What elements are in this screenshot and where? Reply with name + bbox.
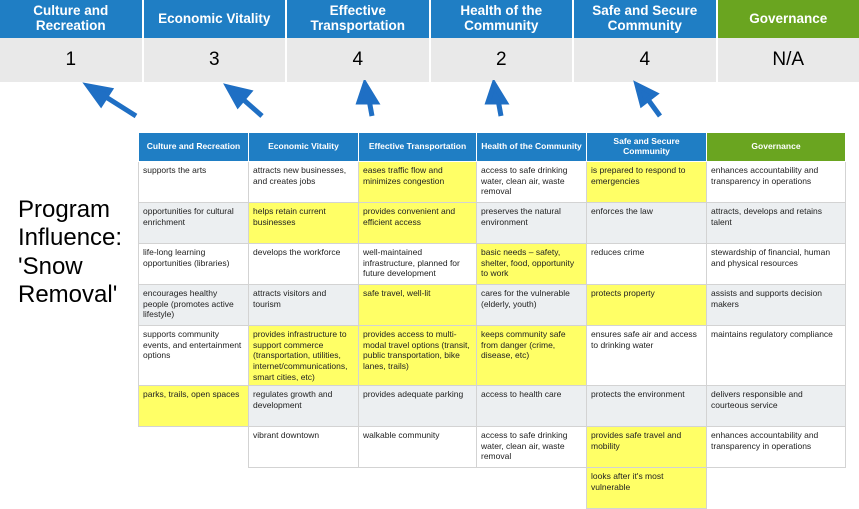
summary-header-safe: Safe and Secure Community [574,0,718,38]
matrix-cell: cares for the vulnerable (elderly, youth) [477,285,587,326]
summary-header-economic: Economic Vitality [144,0,288,38]
summary-score-row [0,38,859,82]
matrix-cell: walkable community [359,427,477,468]
matrix-cell: supports community events, and entertainment options [139,326,249,386]
arrow-group [0,80,859,135]
table-row [139,203,846,244]
matrix-cell: life-long learning opportunities (libraries) [139,244,249,285]
summary-header-health: Health of the Community [431,0,575,38]
arrow-up-left-icon-1 [88,86,136,116]
matrix-cell: provides infrastructure to support commerce (transportation, utilities, internet/communications, smart cities, etc) [249,326,359,386]
matrix-cell-empty [249,468,359,509]
table-row [139,427,846,468]
summary-header-row [0,0,859,38]
matrix-cell: provides safe travel and mobility [587,427,707,468]
matrix-cell: supports the arts [139,162,249,203]
arrow-up-left-icon-3 [359,84,376,116]
matrix-cell: basic needs – safety, shelter, food, opportunity to work [477,244,587,285]
matrix-cell: stewardship of financial, human and physical resources [707,244,846,285]
summary-header-governance: Governance [718,0,859,38]
matrix-cell: safe travel, well-lit [359,285,477,326]
summary-score-safe: 4 [574,38,718,82]
matrix-cell: access to safe drinking water, clean air, waste removal [477,427,587,468]
summary-score-economic: 3 [144,38,288,82]
summary-score-governance: N/A [718,38,859,82]
caption-line-3: 'Snow [18,253,138,281]
matrix-header-row [139,133,846,162]
matrix-cell: assists and supports decision makers [707,285,846,326]
matrix-cell: protects the environment [587,386,707,427]
matrix-cell-empty [139,427,249,468]
table-row [139,162,846,203]
matrix-cell: delivers responsible and courteous service [707,386,846,427]
matrix-cell: enhances accountability and transparency in operations [707,162,846,203]
summary-header-culture: Culture and Recreation [0,0,144,38]
arrow-up-left-icon-2 [228,87,262,116]
table-row [139,285,846,326]
matrix-cell: encourages healthy people (promotes active lifestyle) [139,285,249,326]
table-row [139,244,846,285]
matrix-cell: access to safe drinking water, clean air, waste removal [477,162,587,203]
matrix-cell: eases traffic flow and minimizes congestion [359,162,477,203]
matrix-body [139,162,846,509]
table-row [139,326,846,386]
matrix-cell: is prepared to respond to emergencies [587,162,707,203]
matrix-cell: looks after it's most vulnerable [587,468,707,509]
matrix-header-governance: Governance [707,133,846,162]
matrix-cell: attracts new businesses, and creates jobs [249,162,359,203]
matrix-cell-empty [139,468,249,509]
matrix-cell: enhances accountability and transparency in operations [707,427,846,468]
matrix-cell-empty [707,468,846,509]
matrix-header-transportation: Effective Transportation [359,133,477,162]
summary-strip [0,0,859,82]
matrix-cell: opportunities for cultural enrichment [139,203,249,244]
table-row [139,468,846,509]
matrix-cell: regulates growth and development [249,386,359,427]
matrix-header-economic: Economic Vitality [249,133,359,162]
arrow-up-left-icon-5 [637,85,660,116]
matrix-cell-empty [477,468,587,509]
table-row [139,386,846,427]
summary-score-culture: 1 [0,38,144,82]
matrix-cell: vibrant downtown [249,427,359,468]
matrix-cell: protects property [587,285,707,326]
matrix-cell: maintains regulatory compliance [707,326,846,386]
matrix-cell: attracts, develops and retains talent [707,203,846,244]
influence-matrix [138,132,846,509]
matrix-cell: preserves the natural environment [477,203,587,244]
summary-score-health: 2 [431,38,575,82]
matrix-header-safe: Safe and Secure Community [587,133,707,162]
matrix-cell: keeps community safe from danger (crime, disease, etc) [477,326,587,386]
matrix-cell: provides access to multi-modal travel options (transit, public transportation, bike lanes, trails) [359,326,477,386]
matrix-cell: access to health care [477,386,587,427]
arrow-up-left-icon-4 [488,84,505,116]
matrix-header-culture: Culture and Recreation [139,133,249,162]
matrix-cell: reduces crime [587,244,707,285]
matrix-cell-empty [359,468,477,509]
caption-block [18,196,138,309]
matrix-cell: helps retain current businesses [249,203,359,244]
matrix-cell: enforces the law [587,203,707,244]
matrix-header-health: Health of the Community [477,133,587,162]
matrix-cell: provides adequate parking [359,386,477,427]
matrix-cell: develops the workforce [249,244,359,285]
matrix-cell: ensures safe air and access to drinking water [587,326,707,386]
summary-header-transportation: Effective Transportation [287,0,431,38]
caption-line-2: Influence: [18,224,138,252]
caption-line-4: Removal' [18,281,138,309]
summary-score-transportation: 4 [287,38,431,82]
matrix-cell: provides convenient and efficient access [359,203,477,244]
matrix-cell: well-maintained infrastructure, planned for future development [359,244,477,285]
matrix-cell: attracts visitors and tourism [249,285,359,326]
caption-line-1: Program [18,196,138,224]
matrix-cell: parks, trails, open spaces [139,386,249,427]
